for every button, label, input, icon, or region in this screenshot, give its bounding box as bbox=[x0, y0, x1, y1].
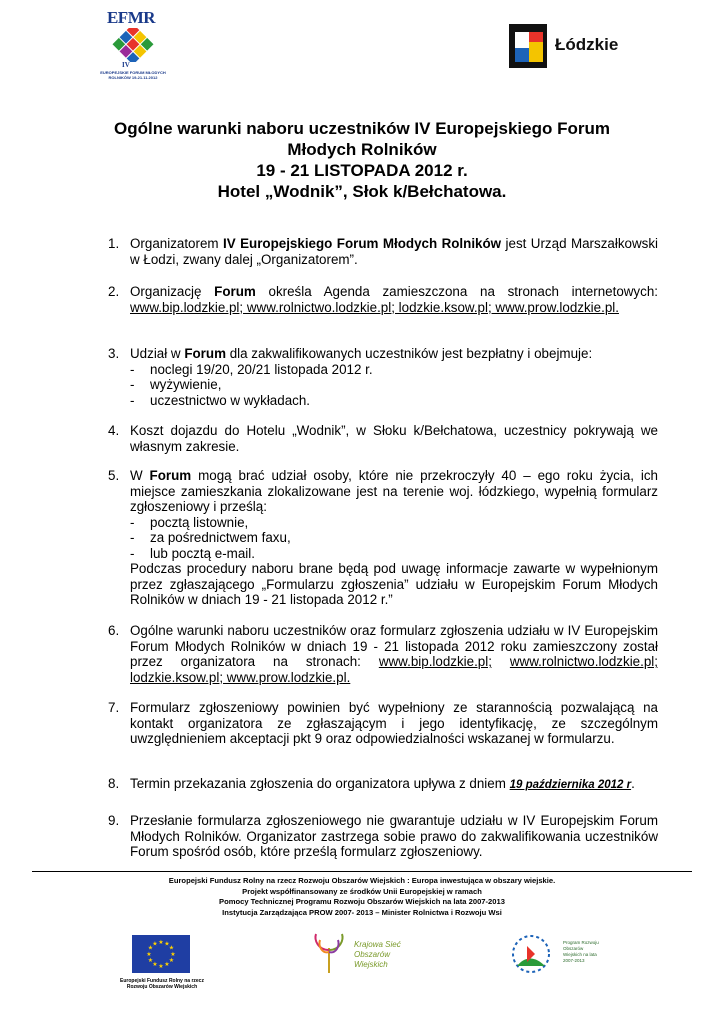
title-line-3: 19 - 21 LISTOPADA 2012 r. bbox=[256, 161, 468, 180]
prow-logo bbox=[505, 924, 605, 984]
prow-emblem-icon bbox=[505, 924, 561, 984]
item-number: 2. bbox=[108, 284, 120, 299]
title-line-1: Ogólne warunki naboru uczestników IV Europejskiego Forum bbox=[114, 119, 610, 138]
svg-text:★: ★ bbox=[170, 951, 176, 958]
title-line-2: Młodych Rolników bbox=[287, 140, 437, 159]
website-links[interactable]: www.rolnictwo.lodzkie.pl; lodzkie.ksow.pl; www.prow.lodzkie.pl. bbox=[130, 654, 658, 685]
list-item-5: 5. W Forum mogą brać udział osoby, które nie przekroczyły 40 – ego roku życia, ich miejsce zamieszkania zlokalizowane jest na terenie woj. łódzkiego, wypełnią formularz zgłoszeniowy i prześlą: - pocztą listownie, - za pośrednictwem faxu, - lub pocztą e-mail. Podczas procedury naboru brane będą pod uwagę informacje zawarte w wypełnionym przez zgłaszającego „Formularzu zgłoszenia” udziału w Europejskim Forum Młodych Rolników w dniach 19 - 21 listopada 2012 r.” bbox=[108, 468, 659, 607]
forum-name: IV Europejskiego Forum Młodych Rolników bbox=[223, 236, 502, 251]
procedure-note: Podczas procedury naboru brane będą pod uwagę informacje zawarte w wypełnionym przez zgłaszającego „Formularzu zgłoszenia” udziału w Europejskim Forum Młodych Rolników w dniach 19 - 21 listopada 2012 r.” bbox=[130, 561, 658, 607]
svg-text:★: ★ bbox=[147, 957, 154, 964]
list-item-7: 7. Formularz zgłoszeniowy powinien być wypełniony ze starannością pozwalającą na kontakt organizatora ze zgłaszającym i jego identyfikację, ze szczególnym uwzględnieniem akceptacji pkt 9 oraz odpowiedzialności wskazanej w formularzu. bbox=[108, 700, 658, 746]
title-line-4: Hotel „Wodnik”, Słok k/Bełchatowa. bbox=[217, 182, 507, 201]
ksow-logo-text: Krajowa Sieć Obszarów Wiejskich bbox=[354, 940, 401, 969]
list-item-1: 1. Organizatorem IV Europejskiego Forum Młodych Rolników jest Urząd Marszałkowski w Łodzi, zwany dalej „Organizatorem”. bbox=[108, 236, 658, 267]
svg-text:★: ★ bbox=[152, 940, 158, 948]
ksow-emblem-icon bbox=[306, 928, 352, 978]
footer-divider bbox=[32, 871, 692, 872]
bullet-item: - za pośrednictwem faxu, bbox=[130, 530, 291, 545]
ksow-logo bbox=[306, 928, 446, 978]
list-item-3: 3. Udział w Forum dla zakwalifikowanych uczestników jest bezpłatny i obejmuje: - noclegi 19/20, 20/21 listopada 2012 r. - wyżywienie, - uczestnictwo w wykładach. bbox=[108, 346, 658, 408]
list-item-4: 4. Koszt dojazdu do Hotelu „Wodnik”, w Słoku k/Bełchatowa, uczestnicy pokrywają we własnym zakresie. bbox=[108, 423, 658, 454]
bullet-item: - lub pocztą e-mail. bbox=[130, 545, 255, 561]
item-number: 5. bbox=[108, 468, 120, 483]
svg-text:★: ★ bbox=[168, 944, 175, 952]
bullet-item: - noclegi 19/20, 20/21 listopada 2012 r. bbox=[130, 361, 373, 377]
item-number: 3. bbox=[108, 346, 120, 361]
deadline-date: 19 października 2012 r bbox=[509, 779, 632, 791]
website-links[interactable]: www.bip.lodzkie.pl; www.rolnictwo.lodzkie.pl; lodzkie.ksow.pl; www.prow.lodzkie.pl. bbox=[130, 299, 619, 315]
item-number: 7. bbox=[108, 700, 120, 715]
item-number: 6. bbox=[108, 623, 120, 638]
bullet-item: - pocztą listownie, bbox=[130, 514, 249, 530]
svg-text:★: ★ bbox=[158, 963, 164, 970]
lodzkie-logo bbox=[505, 18, 635, 74]
bullet-item: - wyżywienie, bbox=[130, 377, 222, 392]
eu-flag-icon bbox=[132, 935, 190, 973]
website-link[interactable]: www.bip.lodzkie.pl; bbox=[378, 654, 492, 669]
eu-flag-caption: Europejski Fundusz Rolny na rzecz Rozwoju Obszarów Wiejskich bbox=[120, 978, 204, 990]
item-number: 9. bbox=[108, 813, 120, 828]
svg-text:★: ★ bbox=[168, 957, 175, 964]
efmr-logo-roman: IV bbox=[122, 61, 130, 69]
list-item-8: 8. Termin przekazania zgłoszenia do organizatora upływa z dniem 19 października 2012 r. bbox=[108, 776, 635, 791]
efmr-logo-text: EFMR bbox=[106, 8, 156, 27]
svg-text:★: ★ bbox=[158, 939, 164, 946]
list-item-6: 6. Ogólne warunki naboru uczestników oraz formularz zgłoszenia udziału w IV Europejskim Forum Młodych Rolników w dniach 19 - 21 listopada 2012 roku zamieszczony został przez organizatora na stronach: www.bip.lodzkie.pl; www.rolnictwo.lodzkie.pl; lodzkie.ksow.pl; www.prow.lodzkie.pl. bbox=[108, 623, 658, 685]
efmr-logo-caption: EUROPEJSKIE FORUM MŁODYCH ROLNIKÓW 19-21.11.2012 bbox=[100, 70, 166, 80]
item-number: 1. bbox=[108, 236, 120, 251]
item-number: 4. bbox=[108, 423, 120, 438]
bullet-item: - uczestnictwo w wykładach. bbox=[130, 392, 311, 408]
document-title bbox=[0, 118, 724, 202]
efmr-mosaic-icon bbox=[106, 28, 160, 62]
lodzkie-emblem-icon bbox=[505, 18, 553, 74]
list-item-9: 9. Przesłanie formularza zgłoszeniowego nie gwarantuje udziału w IV Europejskim Forum Młodych Rolników. Organizator zastrzega sobie prawo do zakwalifikowania uczestników Forum spośród osób, które prześlą formularz zgłoszeniowy. bbox=[108, 813, 658, 859]
item-number: 8. bbox=[108, 776, 120, 791]
svg-text:★: ★ bbox=[147, 944, 154, 952]
efmr-logo bbox=[100, 8, 170, 94]
footer-text: Europejski Fundusz Rolny na rzecz Rozwoju Obszarów Wiejskich : Europa inwestująca w obszary wiejskie. Projekt współfinansowany ze środków Unii Europejskiej w ramach Pomocy Technicznej Programu Rozwoju Obszarów Wiejskich na lata 2007-2013 Instytucja Zarządzająca PROW 2007- 2013 – Minister Rolnictwa i Rozwoju Wsi bbox=[168, 876, 556, 917]
prow-logo-text: Program Rozwoju Obszarów Wiejskich na lata 2007-2013 bbox=[563, 940, 599, 963]
svg-text:★: ★ bbox=[146, 951, 152, 958]
svg-text:★: ★ bbox=[164, 940, 170, 948]
svg-text:★: ★ bbox=[164, 961, 170, 968]
svg-text:★: ★ bbox=[152, 961, 158, 968]
list-item-2: 2. Organizację Forum określa Agenda zamieszczona na stronach internetowych: www.bip.lodzkie.pl; www.rolnictwo.lodzkie.pl; lodzkie.ksow.pl; www.prow.lodzkie.pl. bbox=[108, 284, 658, 315]
lodzkie-logo-text: Łódzkie bbox=[555, 35, 619, 54]
